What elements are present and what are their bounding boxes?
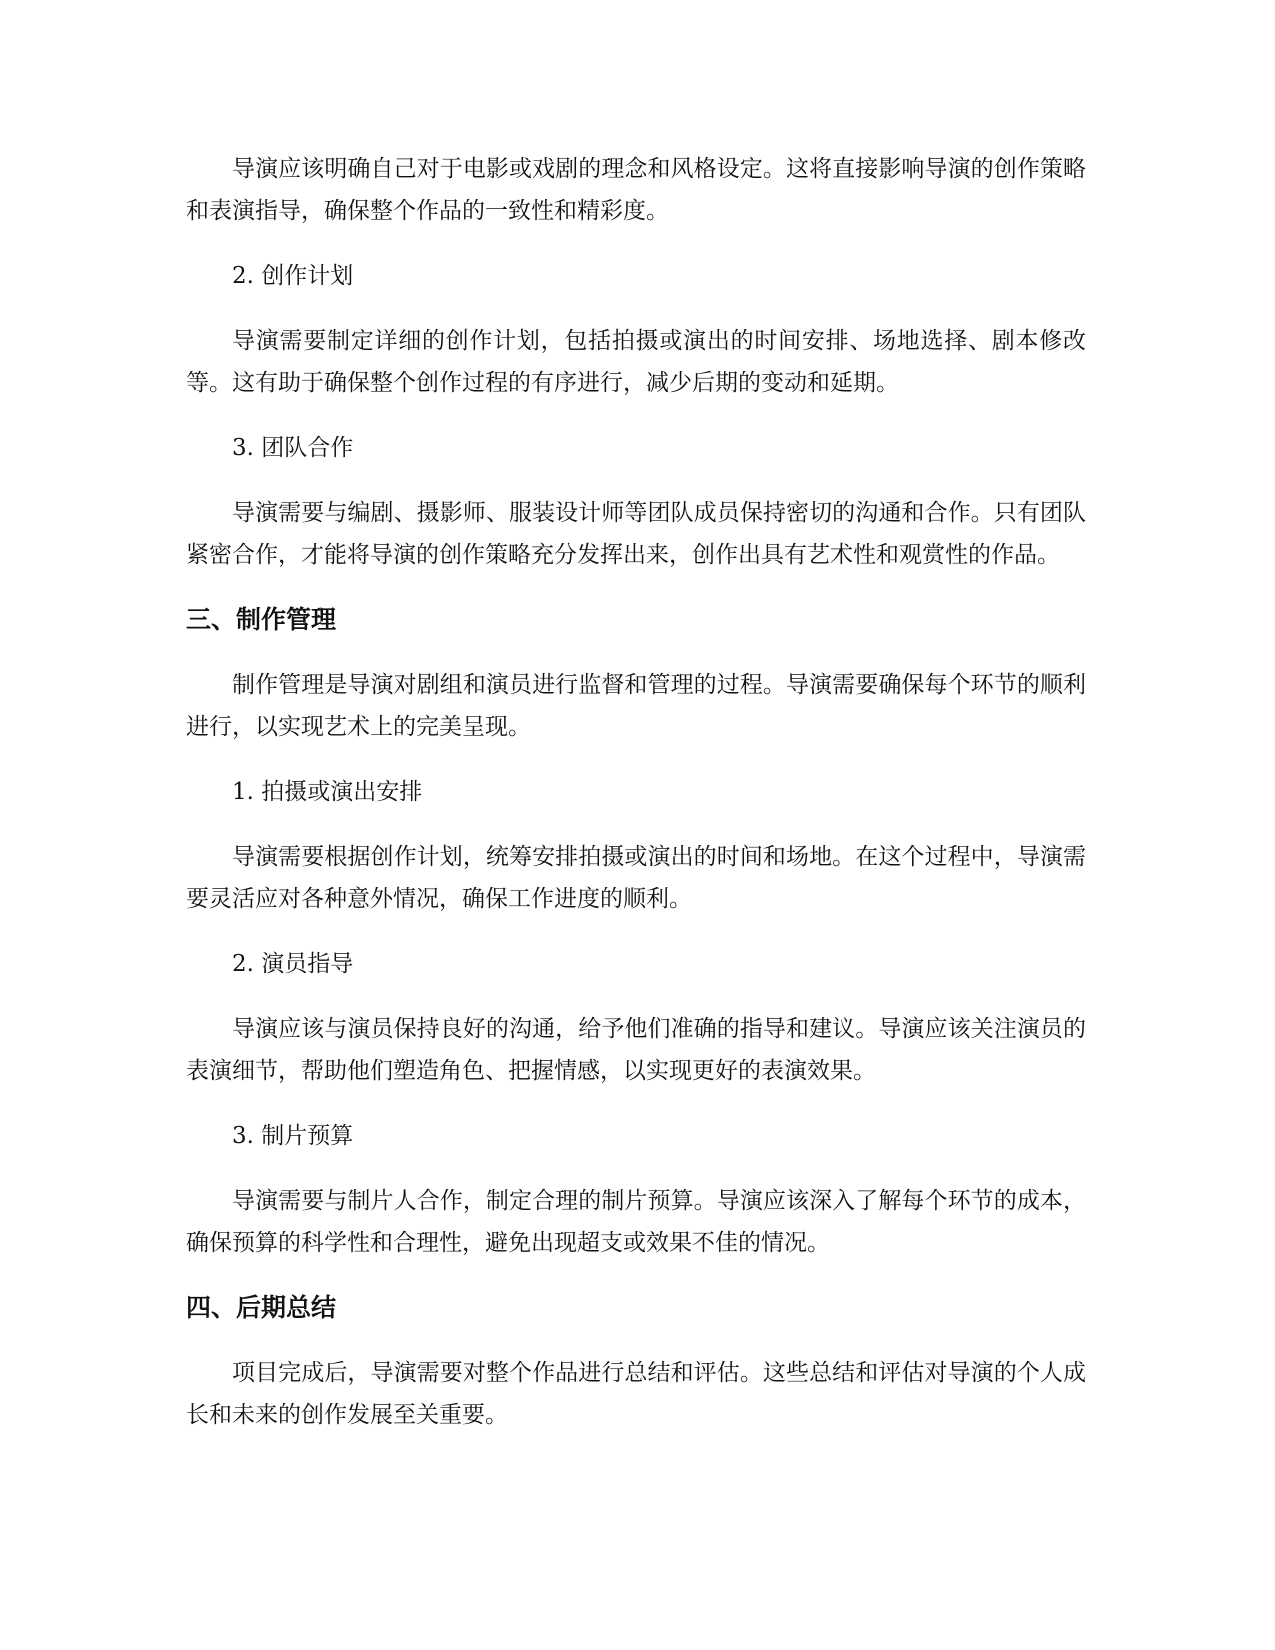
paragraph: 导演应该明确自己对于电影或戏剧的理念和风格设定。这将直接影响导演的创作策略和表演指导，确保整个作品的一致性和精彩度。	[186, 156, 1086, 224]
list-item: 3. 制片预算	[232, 1123, 354, 1149]
paragraph: 导演需要与编剧、摄影师、服装设计师等团队成员保持密切的沟通和合作。只有团队紧密合作，才能将导演的创作策略充分发挥出来，创作出具有艺术性和观赏性的作品。	[186, 500, 1086, 568]
list-item: 2. 创作计划	[232, 263, 354, 289]
paragraph: 导演需要与制片人合作，制定合理的制片预算。导演应该深入了解每个环节的成本，确保预算的科学性和合理性，避免出现超支或效果不佳的情况。	[186, 1188, 1086, 1256]
paragraph: 制作管理是导演对剧组和演员进行监督和管理的过程。导演需要确保每个环节的顺利进行，以实现艺术上的完美呈现。	[186, 672, 1086, 740]
list-item: 3. 团队合作	[232, 435, 354, 461]
section-heading: 三、制作管理	[186, 605, 337, 634]
document-body	[186, 148, 1086, 1436]
paragraph: 导演需要根据创作计划，统筹安排拍摄或演出的时间和场地。在这个过程中，导演需要灵活应对各种意外情况，确保工作进度的顺利。	[186, 844, 1086, 912]
list-item: 2. 演员指导	[232, 951, 354, 977]
paragraph: 导演需要制定详细的创作计划，包括拍摄或演出的时间安排、场地选择、剧本修改等。这有助于确保整个创作过程的有序进行，减少后期的变动和延期。	[186, 328, 1086, 396]
list-item: 1. 拍摄或演出安排	[232, 779, 423, 805]
paragraph: 项目完成后，导演需要对整个作品进行总结和评估。这些总结和评估对导演的个人成长和未来的创作发展至关重要。	[186, 1360, 1086, 1428]
section-heading: 四、后期总结	[186, 1293, 337, 1322]
paragraph: 导演应该与演员保持良好的沟通，给予他们准确的指导和建议。导演应该关注演员的表演细节，帮助他们塑造角色、把握情感，以实现更好的表演效果。	[186, 1016, 1086, 1084]
